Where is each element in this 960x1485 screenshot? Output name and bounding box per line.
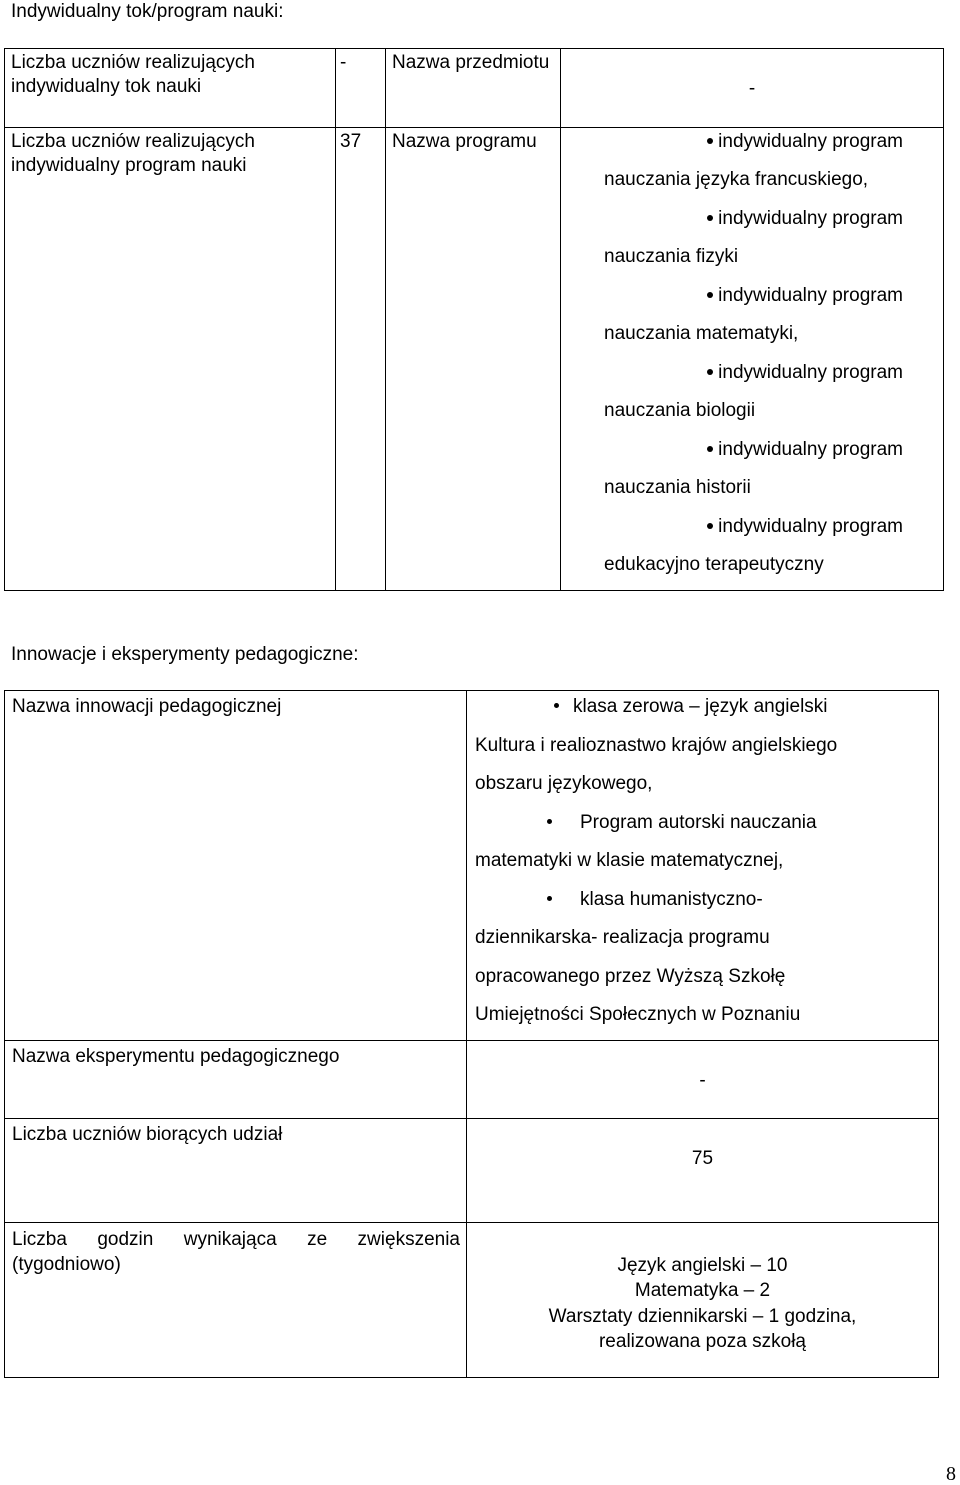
program-line: nauczania języka francuskiego, — [604, 169, 869, 190]
innovation-line: Kultura i realioznastwo krajów angielskiego — [475, 734, 838, 756]
hours-line: realizowana poza szkołą — [598, 1331, 806, 1352]
individual-program-table — [4, 48, 944, 591]
innovations-table — [4, 690, 939, 1378]
innovation-name-label: Nazwa innowacji pedagogicznej — [5, 691, 467, 1041]
table-row — [5, 1040, 939, 1118]
bullet-icon — [707, 138, 713, 144]
section-heading-individual-program: Indywidualny tok/program nauki: — [11, 1, 284, 22]
innovation-list-cell — [467, 691, 939, 1041]
hours-increase-label: Liczba godzin wynikająca ze zwiększenia (tygodniowo) — [5, 1222, 467, 1377]
program-line: indywidualny program — [718, 516, 903, 537]
hours-line: Matematyka – 2 — [634, 1280, 771, 1301]
section-heading-innovations: Innowacje i eksperymenty pedagogiczne: — [11, 644, 359, 665]
experiment-name-label: Nazwa eksperymentu pedagogicznego — [5, 1040, 467, 1118]
program-line: nauczania fizyki — [604, 246, 739, 267]
list-item — [561, 205, 943, 282]
innovation-line: dziennikarska- realizacja programu — [475, 927, 770, 948]
program-line: nauczania biologii — [604, 400, 756, 421]
table-row — [5, 691, 939, 1041]
innovation-line: opracowanego przez Wyższą Szkołę — [475, 965, 786, 987]
list-item — [467, 886, 938, 925]
experiment-name-value: - — [467, 1040, 939, 1118]
innovation-line: matematyki w klasie matematycznej, — [475, 850, 784, 871]
table-row — [5, 1222, 939, 1377]
subject-name-value: - — [561, 49, 944, 128]
page-number: 8 — [946, 1463, 956, 1485]
individual-track-label: Liczba uczniów realizujących indywidualny tok nauki — [5, 49, 336, 128]
program-line: indywidualny program — [718, 362, 903, 383]
program-line: nauczania matematyki, — [604, 323, 799, 344]
list-item — [561, 128, 943, 205]
bullet-icon — [707, 292, 713, 298]
innovation-line: obszaru językowego, — [475, 773, 653, 794]
list-item — [561, 513, 943, 590]
list-item — [561, 436, 943, 513]
innovation-line: Program autorski nauczania — [580, 811, 817, 833]
students-count-value: 75 — [467, 1118, 939, 1222]
hours-increase-value — [467, 1222, 939, 1377]
bullet-icon — [547, 896, 552, 901]
hours-line: Język angielski – 10 — [617, 1254, 788, 1276]
table-row — [5, 49, 944, 128]
program-list — [561, 128, 943, 590]
bullet-icon — [707, 215, 713, 221]
individual-program-label: Liczba uczniów realizujących indywidualny program nauki — [5, 128, 336, 591]
innovation-line: Umiejętności Społecznych w Poznaniu — [475, 1004, 801, 1025]
bullet-icon — [707, 446, 713, 452]
bullet-icon — [547, 819, 552, 824]
hours-line: Warsztaty dziennikarski – 1 godzina, — [548, 1305, 857, 1327]
program-line: indywidualny program — [718, 208, 903, 229]
innovation-line: klasa zerowa – język angielski — [573, 696, 828, 717]
individual-program-count: 37 — [336, 128, 386, 591]
innovation-line: klasa humanistyczno- — [580, 888, 763, 910]
program-line: indywidualny program — [718, 285, 903, 306]
list-item — [467, 693, 938, 732]
bullet-icon — [707, 369, 713, 375]
table-row — [5, 128, 944, 591]
list-item — [467, 809, 938, 848]
subject-name-label: Nazwa przedmiotu — [386, 49, 561, 128]
program-line: indywidualny program — [718, 439, 903, 460]
list-item — [561, 359, 943, 436]
program-line: nauczania historii — [604, 477, 751, 498]
program-line: edukacyjno terapeutyczny — [604, 554, 824, 575]
list-item — [561, 282, 943, 359]
table-row — [5, 1118, 939, 1222]
students-count-label: Liczba uczniów biorących udział — [5, 1118, 467, 1222]
bullet-icon — [707, 523, 713, 529]
program-line: indywidualny program — [718, 131, 903, 152]
individual-track-count: - — [336, 49, 386, 128]
program-name-label: Nazwa programu — [386, 128, 561, 591]
program-list-cell — [561, 128, 944, 591]
bullet-icon — [554, 703, 559, 708]
